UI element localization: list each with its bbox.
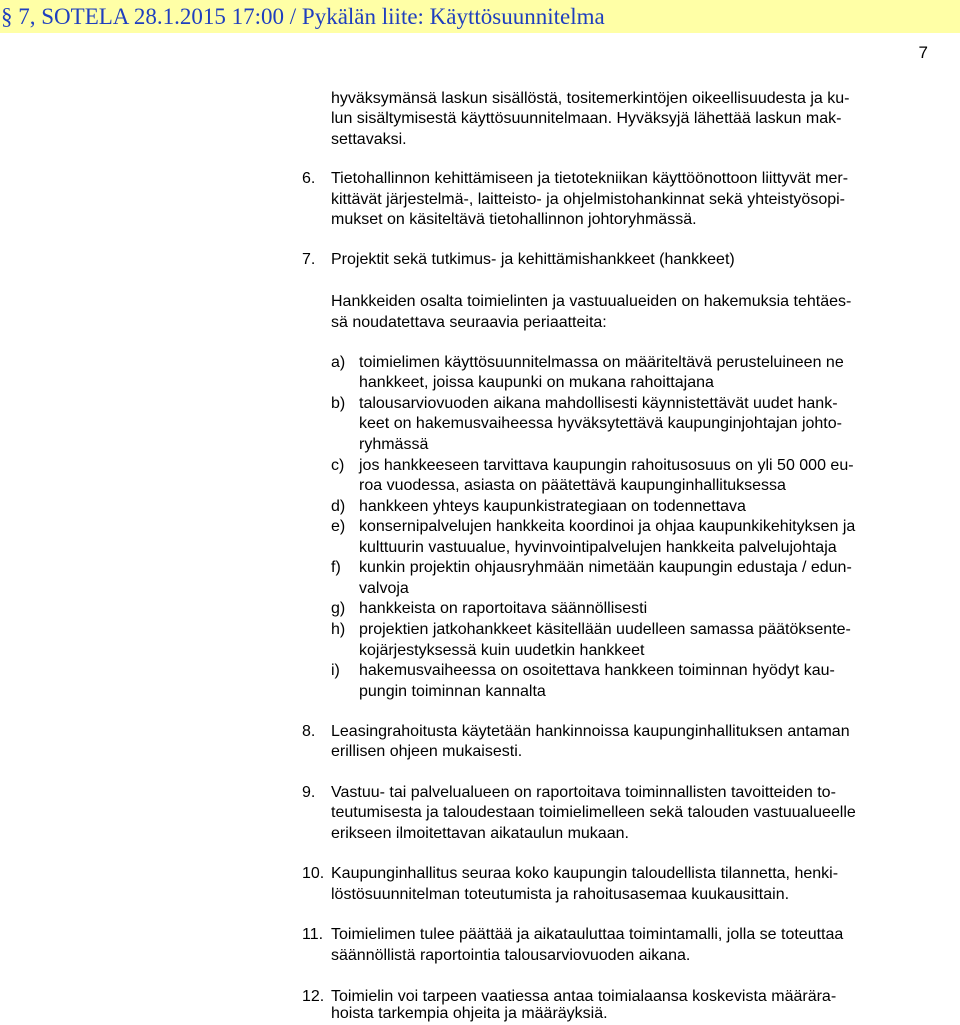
item-line: hoista tarkempia ohjeita ja määräyksiä.	[331, 1005, 608, 1022]
list-item-line: kojärjestyksessä kuin uudetkin hankkeet	[359, 642, 645, 659]
list-item-line: pungin toiminnan kannalta	[359, 683, 546, 700]
item-number: 6.	[302, 170, 316, 187]
list-label: a)	[331, 354, 346, 371]
list-label: e)	[331, 518, 346, 535]
item-paragraph-line: Hankkeiden osalta toimielinten ja vastuualueiden on hakemuksia tehtäes-	[331, 293, 852, 310]
list-item-line: projektien jatkohankkeet käsitellään uudelleen samassa päätöksente-	[359, 621, 851, 638]
item-line: erillisen ohjeen mukaisesti.	[331, 743, 523, 760]
list-item-line: toimielimen käyttösuunnitelmassa on määriteltävä perusteluineen ne	[359, 354, 844, 371]
list-label: g)	[331, 600, 346, 617]
item-line: erikseen ilmoitettavan aikataulun mukaan.	[331, 825, 629, 842]
item-line: Toimielimen tulee päättää ja aikatauluttaa toimintamalli, jolla se toteuttaa	[331, 926, 844, 943]
item-line: Leasingrahoitusta käytetään hankinnoissa kaupunginhallituksen antaman	[331, 723, 850, 740]
item-number: 11.	[302, 926, 324, 943]
item-number: 12.	[302, 988, 325, 1005]
header-title: § 7, SOTELA 28.1.2015 17:00 / Pykälän liite: Käyttösuunnitelma	[1, 4, 605, 29]
item-number: 8.	[302, 723, 316, 740]
item-heading: Projektit sekä tutkimus- ja kehittämishankkeet (hankkeet)	[331, 251, 735, 268]
list-label: f)	[331, 559, 341, 576]
list-label: c)	[331, 457, 345, 474]
item-line: löstösuunnitelman toteutumista ja rahoitusasemaa kuukausittain.	[331, 886, 790, 903]
item-line: teutumisesta ja taloudestaan toimielimelleen sekä talouden vastuualueelle	[331, 804, 856, 821]
item-line: mukset on käsiteltävä tietohallinnon johtoryhmässä.	[331, 211, 697, 228]
list-label: d)	[331, 498, 346, 515]
list-label: b)	[331, 395, 346, 412]
list-item-line: kulttuurin vastuualue, hyvinvointipalvelujen hankkeita palvelujohtaja	[359, 539, 837, 556]
list-item-line: talousarviovuoden aikana mahdollisesti käynnistettävät uudet hank-	[359, 395, 838, 412]
item-number: 10.	[302, 865, 325, 882]
page-number: 7	[918, 43, 928, 62]
item-number: 9.	[302, 784, 316, 801]
document-header	[0, 0, 960, 33]
list-item-line: konsernipalvelujen hankkeita koordinoi ja ohjaa kaupunkikehityksen ja	[359, 518, 856, 535]
item-paragraph-line: sä noudatettava seuraavia periaatteita:	[331, 314, 607, 331]
intro-line: hyväksymänsä laskun sisällöstä, tositemerkintöjen oikeellisuudesta ja ku-	[331, 90, 850, 107]
list-item-line: hankkeet, joissa kaupunki on mukana rahoittajana	[359, 374, 714, 391]
list-label: i)	[331, 662, 340, 679]
list-item-line: roa vuodessa, asiasta on päätettävä kaupunginhallituksessa	[359, 477, 786, 494]
list-item-line: ryhmässä	[359, 436, 429, 453]
item-line: Kaupunginhallitus seuraa koko kaupungin taloudellista tilannetta, henki-	[331, 865, 839, 882]
list-item-line: valvoja	[359, 580, 409, 597]
list-item-line: hankkeen yhteys kaupunkistrategiaan on todennettava	[359, 498, 746, 515]
list-item-line: hankkeista on raportoitava säännöllisesti	[359, 600, 648, 617]
list-label: h)	[331, 621, 346, 638]
list-item-line: jos hankkeeseen tarvittava kaupungin rahoitusosuus on yli 50 000 eu-	[359, 457, 854, 474]
item-line: Tietohallinnon kehittämiseen ja tietotekniikan käyttöönottoon liittyvät mer-	[331, 170, 849, 187]
item-line: Vastuu- tai palvelualueen on raportoitava toiminnallisten tavoitteiden to-	[331, 784, 836, 801]
intro-line: lun sisältymisestä käyttösuunnitelmaan. Hyväksyjä lähettää laskun mak-	[331, 110, 842, 127]
item-number: 7.	[302, 251, 316, 268]
item-line: kittävät järjestelmä-, laitteisto- ja ohjelmistohankinnat sekä yhteistyösopi-	[331, 191, 846, 208]
list-item-line: hakemusvaiheessa on osoitettava hankkeen toiminnan hyödyt kau-	[359, 662, 835, 679]
item-line: Toimielin voi tarpeen vaatiessa antaa toimialaansa koskevista määrära-	[331, 988, 837, 1005]
list-item-line: keet on hakemusvaiheessa hyväksytettävä kaupunginjohtajan johto-	[359, 415, 842, 432]
list-item-line: kunkin projektin ohjausryhmään nimetään kaupungin edustaja / edun-	[359, 559, 852, 576]
intro-line: settavaksi.	[331, 131, 407, 148]
item-line: säännöllistä raportointia talousarviovuoden aikana.	[331, 947, 691, 964]
